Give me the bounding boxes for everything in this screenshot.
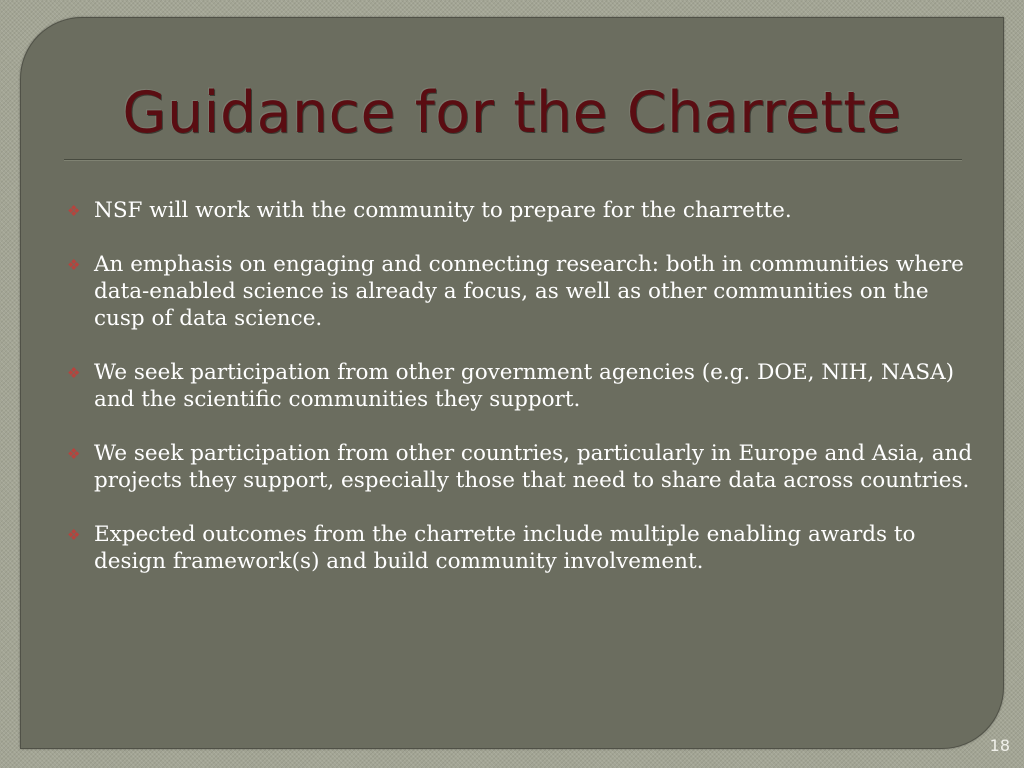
four-petal-diamond-icon: ❖	[67, 202, 81, 220]
four-petal-diamond-icon: ❖	[67, 526, 81, 544]
slide-title: Guidance for the Charrette	[122, 80, 902, 146]
bullet-text: NSF will work with the community to prepare for the charrette.	[94, 198, 792, 223]
bullet-item	[64, 440, 974, 494]
title-divider	[64, 159, 962, 161]
bullet-item	[64, 359, 974, 413]
bullet-item	[64, 521, 974, 575]
bullet-item	[64, 197, 974, 224]
four-petal-diamond-icon: ❖	[67, 256, 81, 274]
four-petal-diamond-icon: ❖	[67, 445, 81, 463]
page-number: 18	[989, 736, 1010, 755]
bullet-text: An emphasis on engaging and connecting research: both in communities where data-enabled science is already a focus, as well as other communities on the cusp of data science.	[94, 252, 964, 331]
bullet-text: Expected outcomes from the charrette include multiple enabling awards to design framework(s) and build community involvement.	[94, 522, 916, 574]
bullet-list	[64, 197, 974, 602]
four-petal-diamond-icon: ❖	[67, 364, 81, 382]
bullet-text: We seek participation from other countries, particularly in Europe and Asia, and projects they support, especially those that need to share data across countries.	[94, 441, 973, 493]
bullet-item	[64, 251, 974, 332]
bullet-text: We seek participation from other government agencies (e.g. DOE, NIH, NASA) and the scientific communities they support.	[94, 360, 955, 412]
